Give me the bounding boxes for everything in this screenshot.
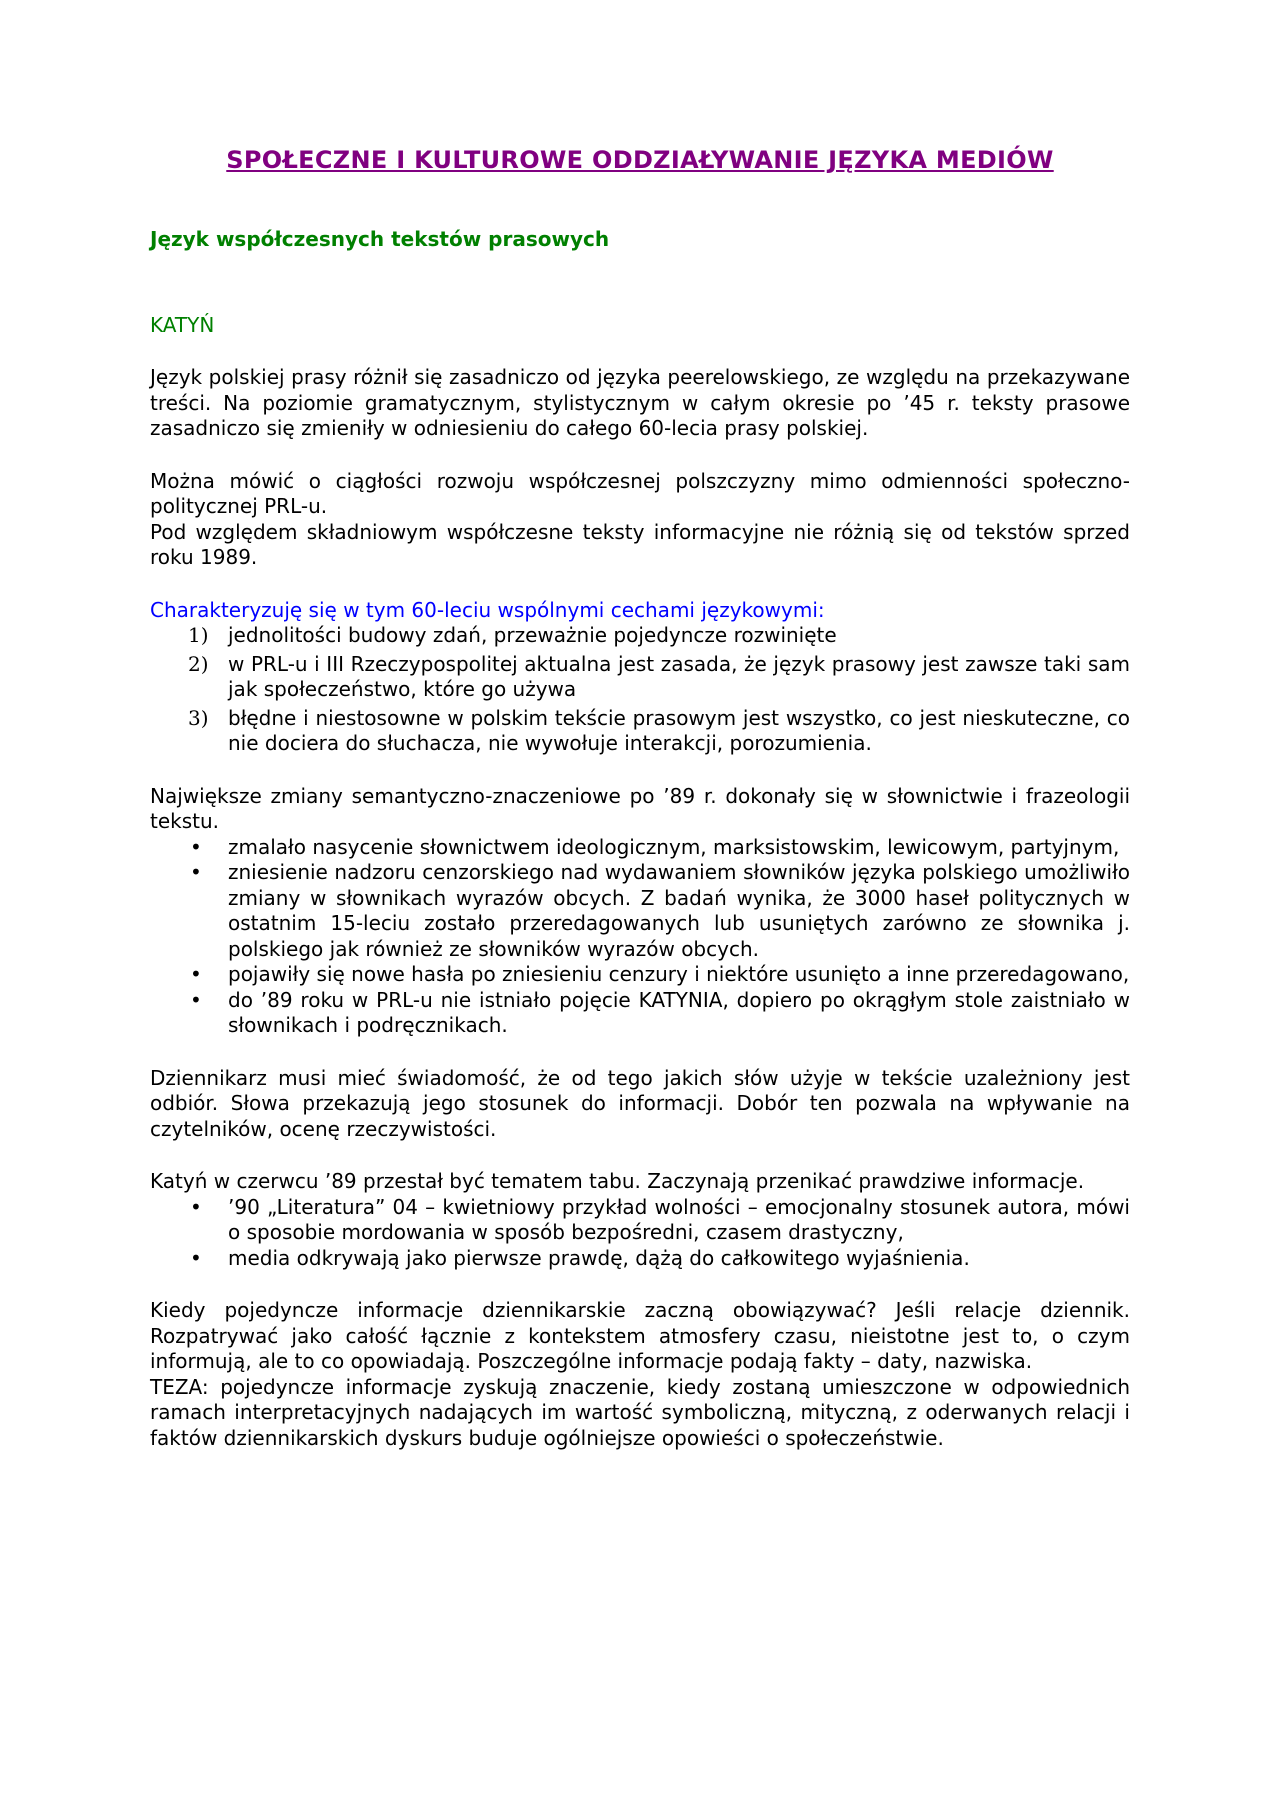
highlighted-line: Charakteryzuję się w tym 60-leciu wspólnymi cechami językowymi: — [150, 597, 825, 622]
item-text: pojawiły się nowe hasła po zniesieniu cenzury i niektóre usunięto a inne przeredagowano, — [228, 962, 1130, 986]
document-title: SPOŁECZNE I KULTUROWE ODDZIAŁYWANIE JĘZYKA MEDIÓW — [226, 146, 1054, 174]
bullet-icon: • — [190, 834, 202, 859]
item-text: zniesienie nadzoru cenzorskiego nad wydawaniem słowników języka polskiego umożliwiło zmiany w słownikach wyrazów obcych. Z badań wynika, że 3000 haseł politycznych w ostatnim 15-leciu zostało przeredagowanych lub usuniętych zarówno ze słownika j. polskiego jak również ze słowników wyrazów obcych. — [228, 860, 1130, 961]
item-text: w PRL-u i III Rzeczypospolitej aktualna jest zasada, że język prasowy jest zawsze taki sam jak społeczeństwo, które go używa — [228, 651, 1130, 701]
document-page — [150, 145, 1130, 1451]
paragraph-intro: Język polskiej prasy różnił się zasadniczo od języka peerelowskiego, ze względu na przekazywane treści. Na poziomie gramatycznym, stylistycznym w całym okresie po ’45 r. teksty prasowe zasadniczo się zmieniły w odniesieniu do całego 60-lecia prasy polskiej. — [150, 365, 1130, 440]
bullet-item — [150, 835, 1130, 861]
item-text: zmalało nasycenie słownictwem ideologicznym, marksistowskim, lewicowym, partyjnym, — [228, 834, 1120, 859]
item-number: 3) — [188, 705, 209, 730]
bullet-item — [150, 1246, 1130, 1272]
bullet-icon: • — [190, 860, 202, 884]
bullet-item — [150, 988, 1130, 1039]
paragraph-journalist: Dziennikarz musi mieć świadomość, że od tego jakich słów użyje w tekście uzależniony jest odbiór. Słowa przekazują jego stosunek do informacji. Dobór ten pozwala na wpływanie na czytelników, ocenę rzeczywistości. — [150, 1065, 1130, 1141]
item-number: 1) — [188, 623, 209, 647]
bullet-item — [150, 1195, 1130, 1246]
bullet-icon: • — [190, 987, 202, 1012]
item-text: błędne i niestosowne w polskim tekście prasowym jest wszystko, co jest nieskuteczne, co nie dociera do słuchacza, nie wywołuje interakcji, porozumienia. — [228, 705, 1130, 755]
bullet-item — [150, 860, 1130, 962]
numbered-item — [150, 623, 1130, 649]
paragraph-thesis: TEZA: pojedyncze informacje zyskują znaczenie, kiedy zostaną umieszczone w odpowiednich ramach interpretacyjnych nadających im wartość symboliczną, mityczną, z oderwanych relacji i faktów dziennikarskich dyskurs buduje ogólniejsze opowieści o społeczeństwie. — [150, 1374, 1130, 1450]
bullet-icon: • — [190, 1245, 202, 1270]
item-number: 2) — [188, 651, 209, 676]
paragraph-katyn-1989: Katyń w czerwcu ’89 przestał być tematem tabu. Zaczynają przenikać prawdziwe informacje. — [150, 1169, 1085, 1193]
bullet-item — [150, 962, 1130, 988]
numbered-list — [150, 623, 1130, 757]
item-text: do ’89 roku w PRL-u nie istniało pojęcie KATYNIA, dopiero po okrągłym stole zaistniało w słownikach i podręcznikach. — [228, 987, 1130, 1037]
section-heading: KATYŃ — [150, 312, 215, 337]
bullet-icon: • — [190, 962, 202, 986]
item-text: media odkrywają jako pierwsze prawdę, dążą do całkowitego wyjaśnienia. — [228, 1245, 970, 1270]
paragraph-question: Kiedy pojedyncze informacje dziennikarskie zaczną obowiązywać? Jeśli relacje dziennik. Rozpatrywać jako całość łącznie z kontekstem atmosfery czasu, nieistotne jest to, o czym informują, ale to co opowiadają. Poszczególne informacje podają fakty – daty, nazwiska. — [150, 1298, 1130, 1373]
bullet-list-changes — [150, 835, 1130, 1039]
numbered-item — [150, 652, 1130, 703]
paragraph-continuity: Można mówić o ciągłości rozwoju współczesnej polszczyzny mimo odmienności społeczno-politycznej PRL-u. — [150, 468, 1130, 518]
numbered-item — [150, 706, 1130, 757]
document-subtitle: Język współczesnych tekstów prasowych — [150, 227, 610, 251]
paragraph-changes: Największe zmiany semantyczno-znaczeniowe po ’89 r. dokonały się w słownictwie i frazeologii tekstu. — [150, 783, 1130, 833]
item-text: jednolitości budowy zdań, przeważnie pojedyncze rozwinięte — [228, 623, 837, 647]
bullet-icon: • — [190, 1194, 202, 1219]
bullet-list-katyn — [150, 1195, 1130, 1272]
paragraph-syntax: Pod względem składniowym współczesne teksty informacyjne nie różnią się od tekstów sprzed roku 1989. — [150, 519, 1130, 569]
item-text: ’90 „Literatura” 04 – kwietniowy przykład wolności – emocjonalny stosunek autora, mówi o sposobie mordowania w sposób bezpośredni, czasem drastyczny, — [228, 1194, 1130, 1244]
